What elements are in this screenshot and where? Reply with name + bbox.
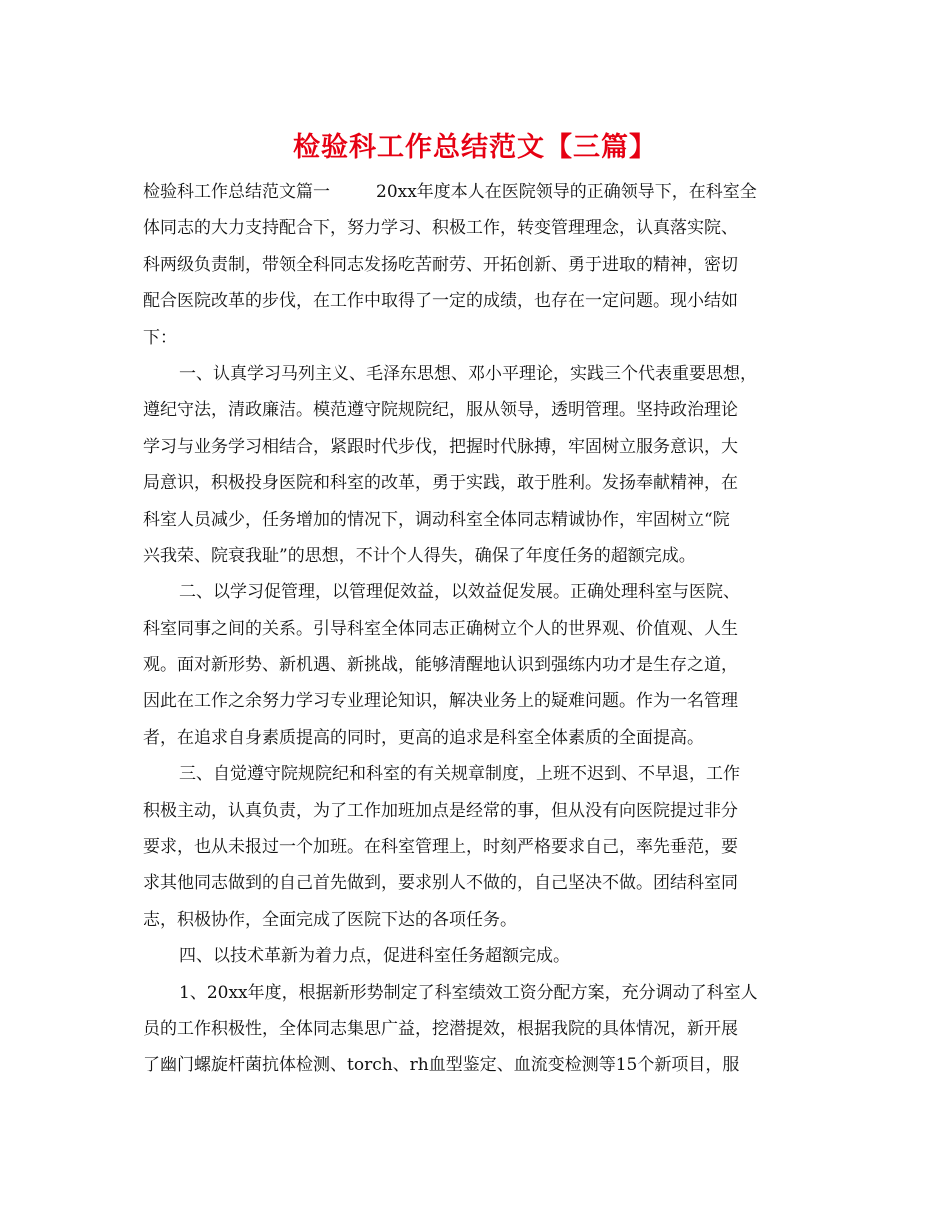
text-line: 下： [143,327,177,348]
paragraph-start-line: 四、以技术革新为着力点，促进科室任务超额完成。 [179,946,570,967]
text-line: 志，积极协作，全面完成了医院下达的各项任务。 [143,909,517,930]
text-line: 学习与业务学习相结合，紧跟时代步伐，把握时代脉搏，牢固树立服务意识，大 [143,436,738,457]
text-line: 遵纪守法，清政廉洁。模范遵守院规院纪，服从领导，透明管理。坚持政治理论 [143,400,738,421]
text-line: 体同志的大力支持配合下，努力学习、积极工作，转变管理理念，认真落实院、 [143,218,738,239]
text-line: 科室同事之间的关系。引导科室全体同志正确树立个人的世界观、价值观、人生 [143,618,738,639]
document-title: 检验科工作总结范文【三篇】 [293,132,657,163]
text-line: 局意识，积极投身医院和科室的改革，勇于实践，敢于胜利。发扬奉献精神，在 [143,473,738,494]
text-line: 求其他同志做到的自己首先做到，要求别人不做的，自己坚决不做。团结科室同 [143,873,738,894]
text-line-content: 20xx年度本人在医院领导的正确领导下，在科室全 [376,182,757,202]
text-line: 科室人员减少，任务增加的情况下，调动科室全体同志精诚协作，牢固树立“院 [143,509,730,530]
text-line: 要求，也从未报过一个加班。在科室管理上，时刻严格要求自己，率先垂范，要 [143,837,738,858]
text-line: 了幽门螺旋杆菌抗体检测、torch、rh血型鉴定、血流变检测等15个新项目，服 [143,1055,740,1076]
text-line: 科两级负责制，带领全科同志发扬吃苦耐劳、开拓创新、勇于进取的精神，密切 [143,254,738,275]
paragraph-start-line: 三、自觉遵守院规院纪和科室的有关规章制度，上班不迟到、不早退，工作 [179,764,740,785]
text-line [143,174,803,210]
paragraph-start-line: 二、以学习促管理，以管理促效益，以效益促发展。正确处理科室与医院、 [179,582,740,603]
text-line: 因此在工作之余努力学习专业理论知识，解决业务上的疑难问题。作为一名管理 [143,691,738,712]
text-line: 兴我荣、院衰我耻”的思想，不计个人得失，确保了年度任务的超额完成。 [143,545,696,566]
text-line: 员的工作积极性，全体同志集思广益，挖潜提效，根据我院的具体情况，新开展 [143,1018,738,1039]
intro-heading: 检验科工作总结范文篇一 [143,182,330,202]
text-line: 配合医院改革的步伐，在工作中取得了一定的成绩，也存在一定问题。现小结如 [143,291,738,312]
text-line: 观。面对新形势、新机遇、新挑战，能够清醒地认识到强练内功才是生存之道， [143,655,738,676]
paragraph-start-line: 一、认真学习马列主义、毛泽东思想、邓小平理论，实践三个代表重要思想， [179,363,757,384]
text-line: 者，在追求自身素质提高的同时，更高的追求是科室全体素质的全面提高。 [143,727,704,748]
paragraph-start-line: 1、20xx年度，根据新形势制定了科室绩效工资分配方案，充分调动了科室人 [179,982,758,1003]
text-line: 积极主动，认真负责，为了工作加班加点是经常的事，但从没有向医院提过非分 [143,800,738,821]
document-body [143,174,803,1084]
